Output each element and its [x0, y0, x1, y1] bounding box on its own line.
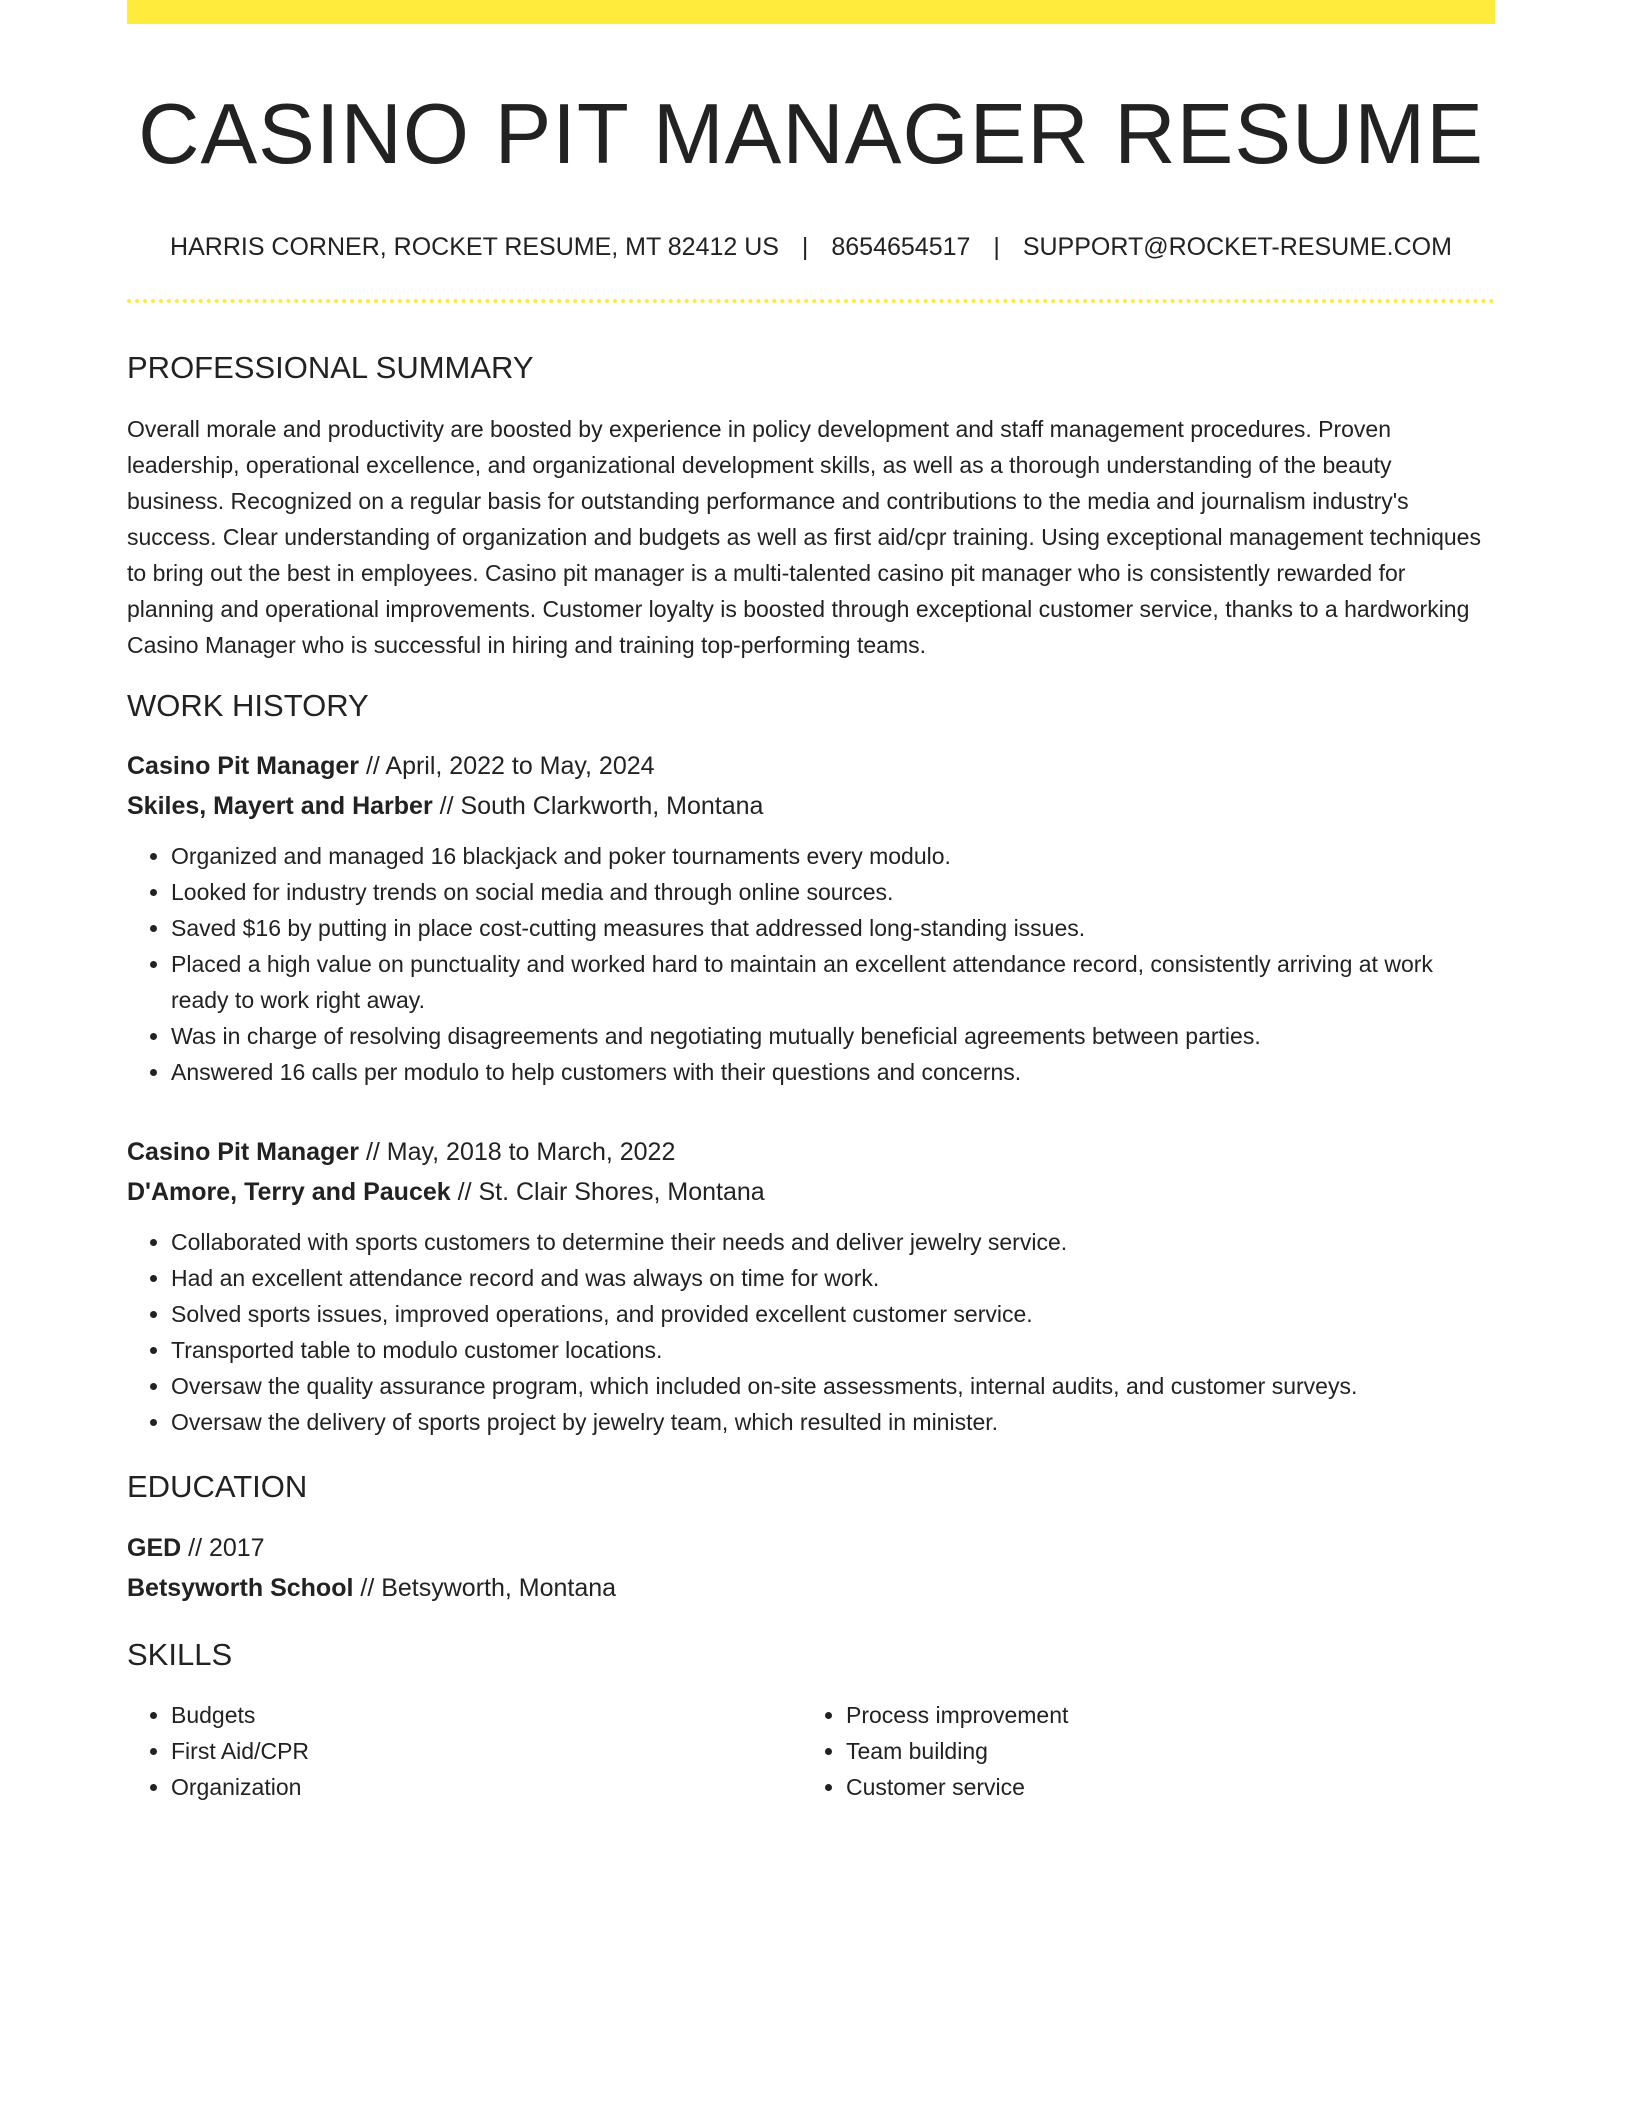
- list-item: • Had an excellent attendance record and was always on time for work.: [171, 1260, 1495, 1296]
- skills-list: [127, 1697, 802, 1805]
- education-heading: EDUCATION: [127, 1469, 308, 1505]
- top-accent-bar: [127, 0, 1495, 24]
- list-item: • Organization: [171, 1769, 802, 1805]
- education-school-line: [127, 1568, 1495, 1608]
- resume-title: CASINO PIT MANAGER RESUME: [138, 87, 1484, 182]
- education-degree: GED: [127, 1533, 182, 1562]
- job-entry-1: [127, 746, 1495, 1090]
- list-item: • Process improvement: [846, 1697, 1477, 1733]
- contact-line: [127, 232, 1495, 262]
- list-item: • Budgets: [171, 1697, 802, 1733]
- job-company-line: [127, 1172, 1495, 1212]
- education-year: // 2017: [181, 1533, 265, 1562]
- skills-column-right: [802, 1697, 1477, 1805]
- contact-address: HARRIS CORNER, ROCKET RESUME, MT 82412 US: [170, 233, 779, 261]
- education-school: Betsyworth School: [127, 1573, 354, 1602]
- list-item: • Was in charge of resolving disagreements and negotiating mutually beneficial agreements between parties.: [171, 1018, 1495, 1054]
- contact-email: SUPPORT@ROCKET-RESUME.COM: [1022, 233, 1452, 261]
- list-item: • Oversaw the delivery of sports project by jewelry team, which resulted in minister.: [171, 1404, 1495, 1440]
- job-role: Casino Pit Manager: [127, 752, 359, 781]
- list-item: • Oversaw the quality assurance program, which included on-site assessments, internal audits, and customer surveys.: [171, 1368, 1495, 1404]
- job-role: Casino Pit Manager: [127, 1138, 359, 1167]
- list-item: • Team building: [846, 1733, 1477, 1769]
- skills-column-left: [127, 1697, 802, 1805]
- job-company-line: [127, 786, 1495, 826]
- summary-text: Overall morale and productivity are boosted by experience in policy development and staff management procedures. Proven leadership, operational excellence, and organizational development skills, as well as a thorough understanding of the beauty business. Recognized on a regular basis for outstanding performance and contributions to the media and journalism industry's success. Clear understanding of organization and budgets as well as first aid/cpr training. Using exceptional management techniques to bring out the best in employees. Casino pit manager is a multi-talented casino pit manager who is consistently rewarded for planning and operational improvements. Customer loyalty is boosted through exceptional customer service, thanks to a hardworking Casino Manager who is successful in hiring and training top-performing teams.: [127, 416, 1481, 659]
- skills-grid: [127, 1697, 1495, 1805]
- contact-separator: |: [993, 233, 1000, 261]
- list-item: • Organized and managed 16 blackjack and poker tournaments every modulo.: [171, 838, 1495, 874]
- education-entry: [127, 1528, 1495, 1608]
- contact-phone: 8654654517: [831, 233, 971, 261]
- job-bullets: [127, 1224, 1495, 1440]
- list-item: • Transported table to modulo customer locations.: [171, 1332, 1495, 1368]
- summary-heading: PROFESSIONAL SUMMARY: [127, 350, 534, 385]
- work-history-heading: WORK HISTORY: [127, 688, 369, 724]
- job-title-line: [127, 746, 1495, 786]
- job-dates: // April, 2022 to May, 2024: [359, 752, 655, 781]
- job-company: D'Amore, Terry and Paucek: [127, 1178, 451, 1207]
- list-item: • Saved $16 by putting in place cost-cutting measures that addressed long-standing issues.: [171, 910, 1495, 946]
- header-divider: [127, 299, 1495, 303]
- job-location: // St. Clair Shores, Montana: [450, 1178, 765, 1207]
- job-title-line: [127, 1132, 1495, 1172]
- contact-separator: |: [801, 233, 809, 261]
- job-company: Skiles, Mayert and Harber: [127, 792, 433, 821]
- job-entry-2: [127, 1132, 1495, 1440]
- job-location: // South Clarkworth, Montana: [432, 792, 764, 821]
- list-item: • Looked for industry trends on social media and through online sources.: [171, 874, 1495, 910]
- job-bullets: [127, 838, 1495, 1090]
- list-item: • Collaborated with sports customers to determine their needs and deliver jewelry service.: [171, 1224, 1495, 1260]
- skills-heading: SKILLS: [127, 1636, 233, 1672]
- list-item: • Solved sports issues, improved operations, and provided excellent customer service.: [171, 1296, 1495, 1332]
- job-dates: // May, 2018 to March, 2022: [359, 1138, 676, 1167]
- resume-page: [127, 0, 1495, 1805]
- education-degree-line: [127, 1528, 1495, 1568]
- list-item: • First Aid/CPR: [171, 1733, 802, 1769]
- list-item: • Customer service: [846, 1769, 1477, 1805]
- skills-list: [802, 1697, 1477, 1805]
- list-item: • Placed a high value on punctuality and worked hard to maintain an excellent attendance record, consistently arriving at work ready to work right away.: [171, 946, 1495, 1018]
- education-location: // Betsyworth, Montana: [353, 1573, 617, 1602]
- list-item: • Answered 16 calls per modulo to help customers with their questions and concerns.: [171, 1054, 1495, 1090]
